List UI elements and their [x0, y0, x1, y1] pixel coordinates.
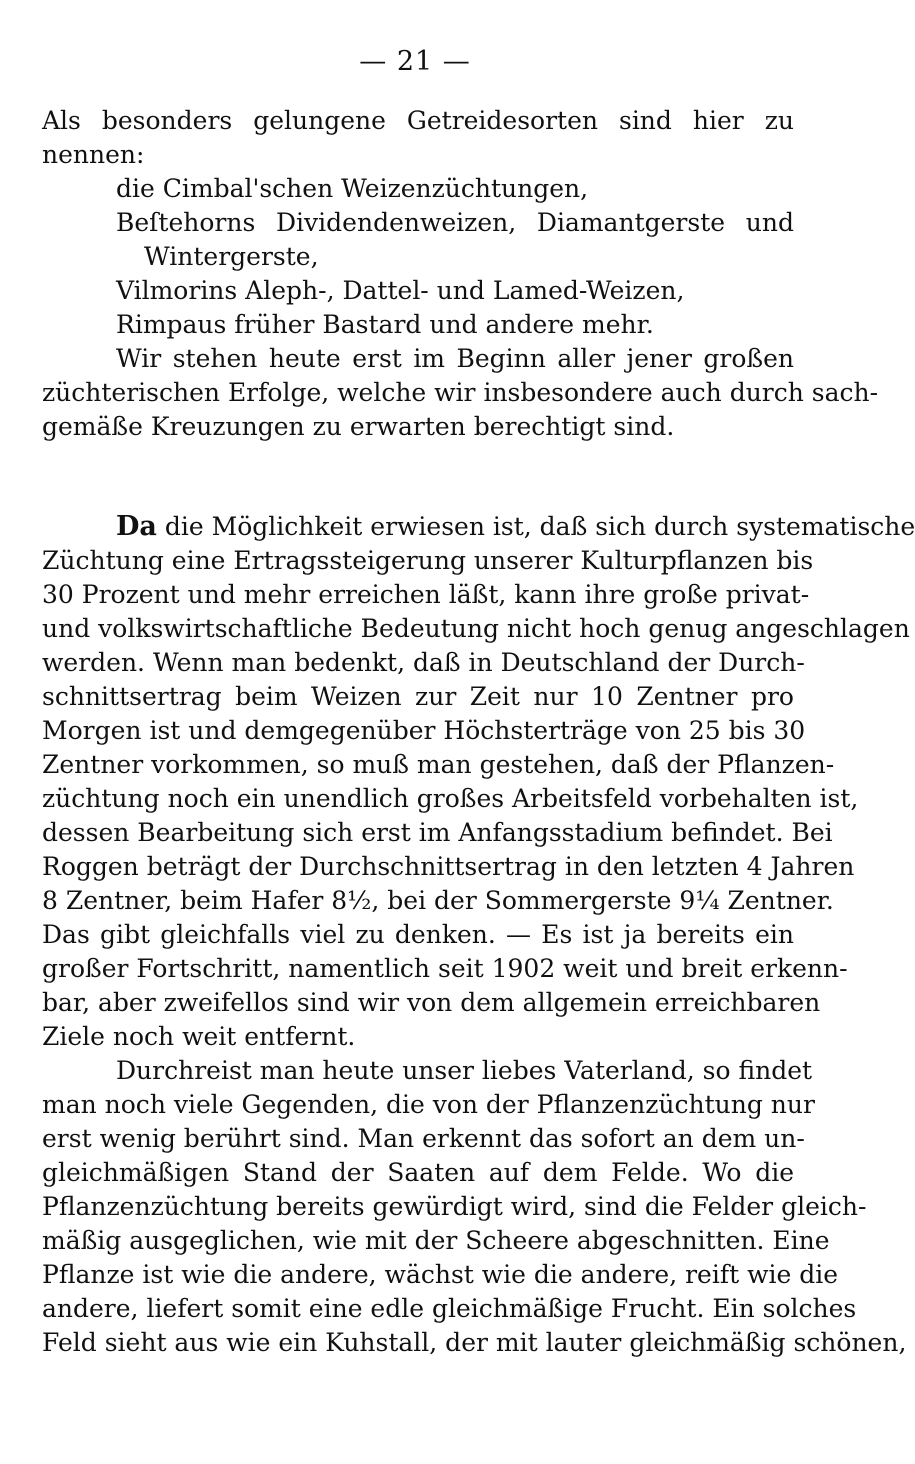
- text-line: Wir stehen heute erst im Beginn aller jener großen: [116, 344, 794, 373]
- text-line: 8 Zentner, beim Hafer 8½, bei der Sommergerste 9¼ Zentner.: [42, 886, 834, 915]
- text-line: nennen:: [42, 140, 145, 169]
- text-line: Züchtung eine Ertragssteigerung unserer Kulturpflanzen bis: [42, 546, 814, 575]
- text-line: Roggen beträgt der Durchschnittsertrag in den letzten 4 Jahren: [42, 852, 855, 881]
- text-line: Pflanzenzüchtung bereits gewürdigt wird, sind die Felder gleich-: [42, 1192, 867, 1221]
- text-line: züchtung noch ein unendlich großes Arbeitsfeld vorbehalten ist,: [42, 784, 859, 813]
- text-line: gleichmäßigen Stand der Saaten auf dem Felde. Wo die: [42, 1158, 794, 1187]
- text-line: man noch viele Gegenden, die von der Pflanzenzüchtung nur: [42, 1090, 815, 1119]
- text-line: Als besonders gelungene Getreidesorten sind hier zu: [42, 106, 794, 135]
- text-line: Feld sieht aus wie ein Kuhstall, der mit lauter gleichmäßig schönen,: [42, 1328, 907, 1357]
- text-line: werden. Wenn man bedenkt, daß in Deutschland der Durch-: [42, 648, 805, 677]
- breeding-significance-section: [42, 510, 915, 1360]
- text-line: [42, 510, 915, 544]
- text-line: mäßig ausgeglichen, wie mit der Scheere abgeschnitten. Eine: [42, 1226, 830, 1255]
- list-item: [42, 206, 794, 240]
- list-item: Rimpaus früher Bastard und andere mehr.: [116, 310, 654, 339]
- list-item: die Cimbal'schen Weizenzüchtungen,: [116, 174, 589, 203]
- text-line: 30 Prozent und mehr erreichen läßt, kann ihre große privat-: [42, 580, 810, 609]
- text-line: schnittsertrag beim Weizen zur Zeit nur 10 Zentner pro: [42, 682, 794, 711]
- text-line: Das gibt gleichfalls viel zu denken. — Es ist ja bereits ein: [42, 920, 794, 949]
- drop-initial: Da: [116, 511, 157, 542]
- list-item: Vilmorins Aleph-, Dattel- und Lamed-Weizen,: [116, 276, 685, 305]
- text-fragment: Beſtehorns: [116, 208, 256, 237]
- text-fragment: und: [745, 208, 794, 237]
- text-line: und volkswirtschaftliche Bedeutung nicht hoch genug angeschlagen: [42, 614, 910, 643]
- text-line: erst wenig berührt sind. Man erkennt das sofort an dem un-: [42, 1124, 805, 1153]
- grain-varieties-section: [42, 104, 879, 444]
- text-line: bar, aber zweifellos sind wir von dem allgemein erreichbaren: [42, 988, 821, 1017]
- text-line: Durchreist man heute unser liebes Vaterland, so findet: [116, 1056, 813, 1085]
- text-fragment: Dividendenweizen,: [276, 208, 517, 237]
- page-number: — 21 —: [359, 46, 471, 77]
- text-fragment: Diamantgerste: [536, 208, 726, 237]
- list-item-continuation: Wintergerste,: [144, 242, 319, 271]
- text-line: großer Fortschritt, namentlich seit 1902 weit und breit erkenn-: [42, 954, 848, 983]
- text-fragment: die Möglichkeit erwiesen ist, daß sich durch systematische: [156, 512, 915, 541]
- text-line: Zentner vorkommen, so muß man gestehen, daß der Pflanzen-: [42, 750, 835, 779]
- text-line: gemäße Kreuzungen zu erwarten berechtigt sind.: [42, 412, 675, 441]
- text-line: Morgen ist und demgegenüber Höchsterträge von 25 bis 30: [42, 716, 806, 745]
- text-line: Ziele noch weit entfernt.: [42, 1022, 356, 1051]
- text-line: Pflanze ist wie die andere, wächst wie die andere, reift wie die: [42, 1260, 839, 1289]
- text-line: andere, liefert somit eine edle gleichmäßige Frucht. Ein solches: [42, 1294, 857, 1323]
- text-line: dessen Bearbeitung sich erst im Anfangsstadium befindet. Bei: [42, 818, 833, 847]
- text-line: züchterischen Erfolge, welche wir insbesondere auch durch sach-: [42, 378, 879, 407]
